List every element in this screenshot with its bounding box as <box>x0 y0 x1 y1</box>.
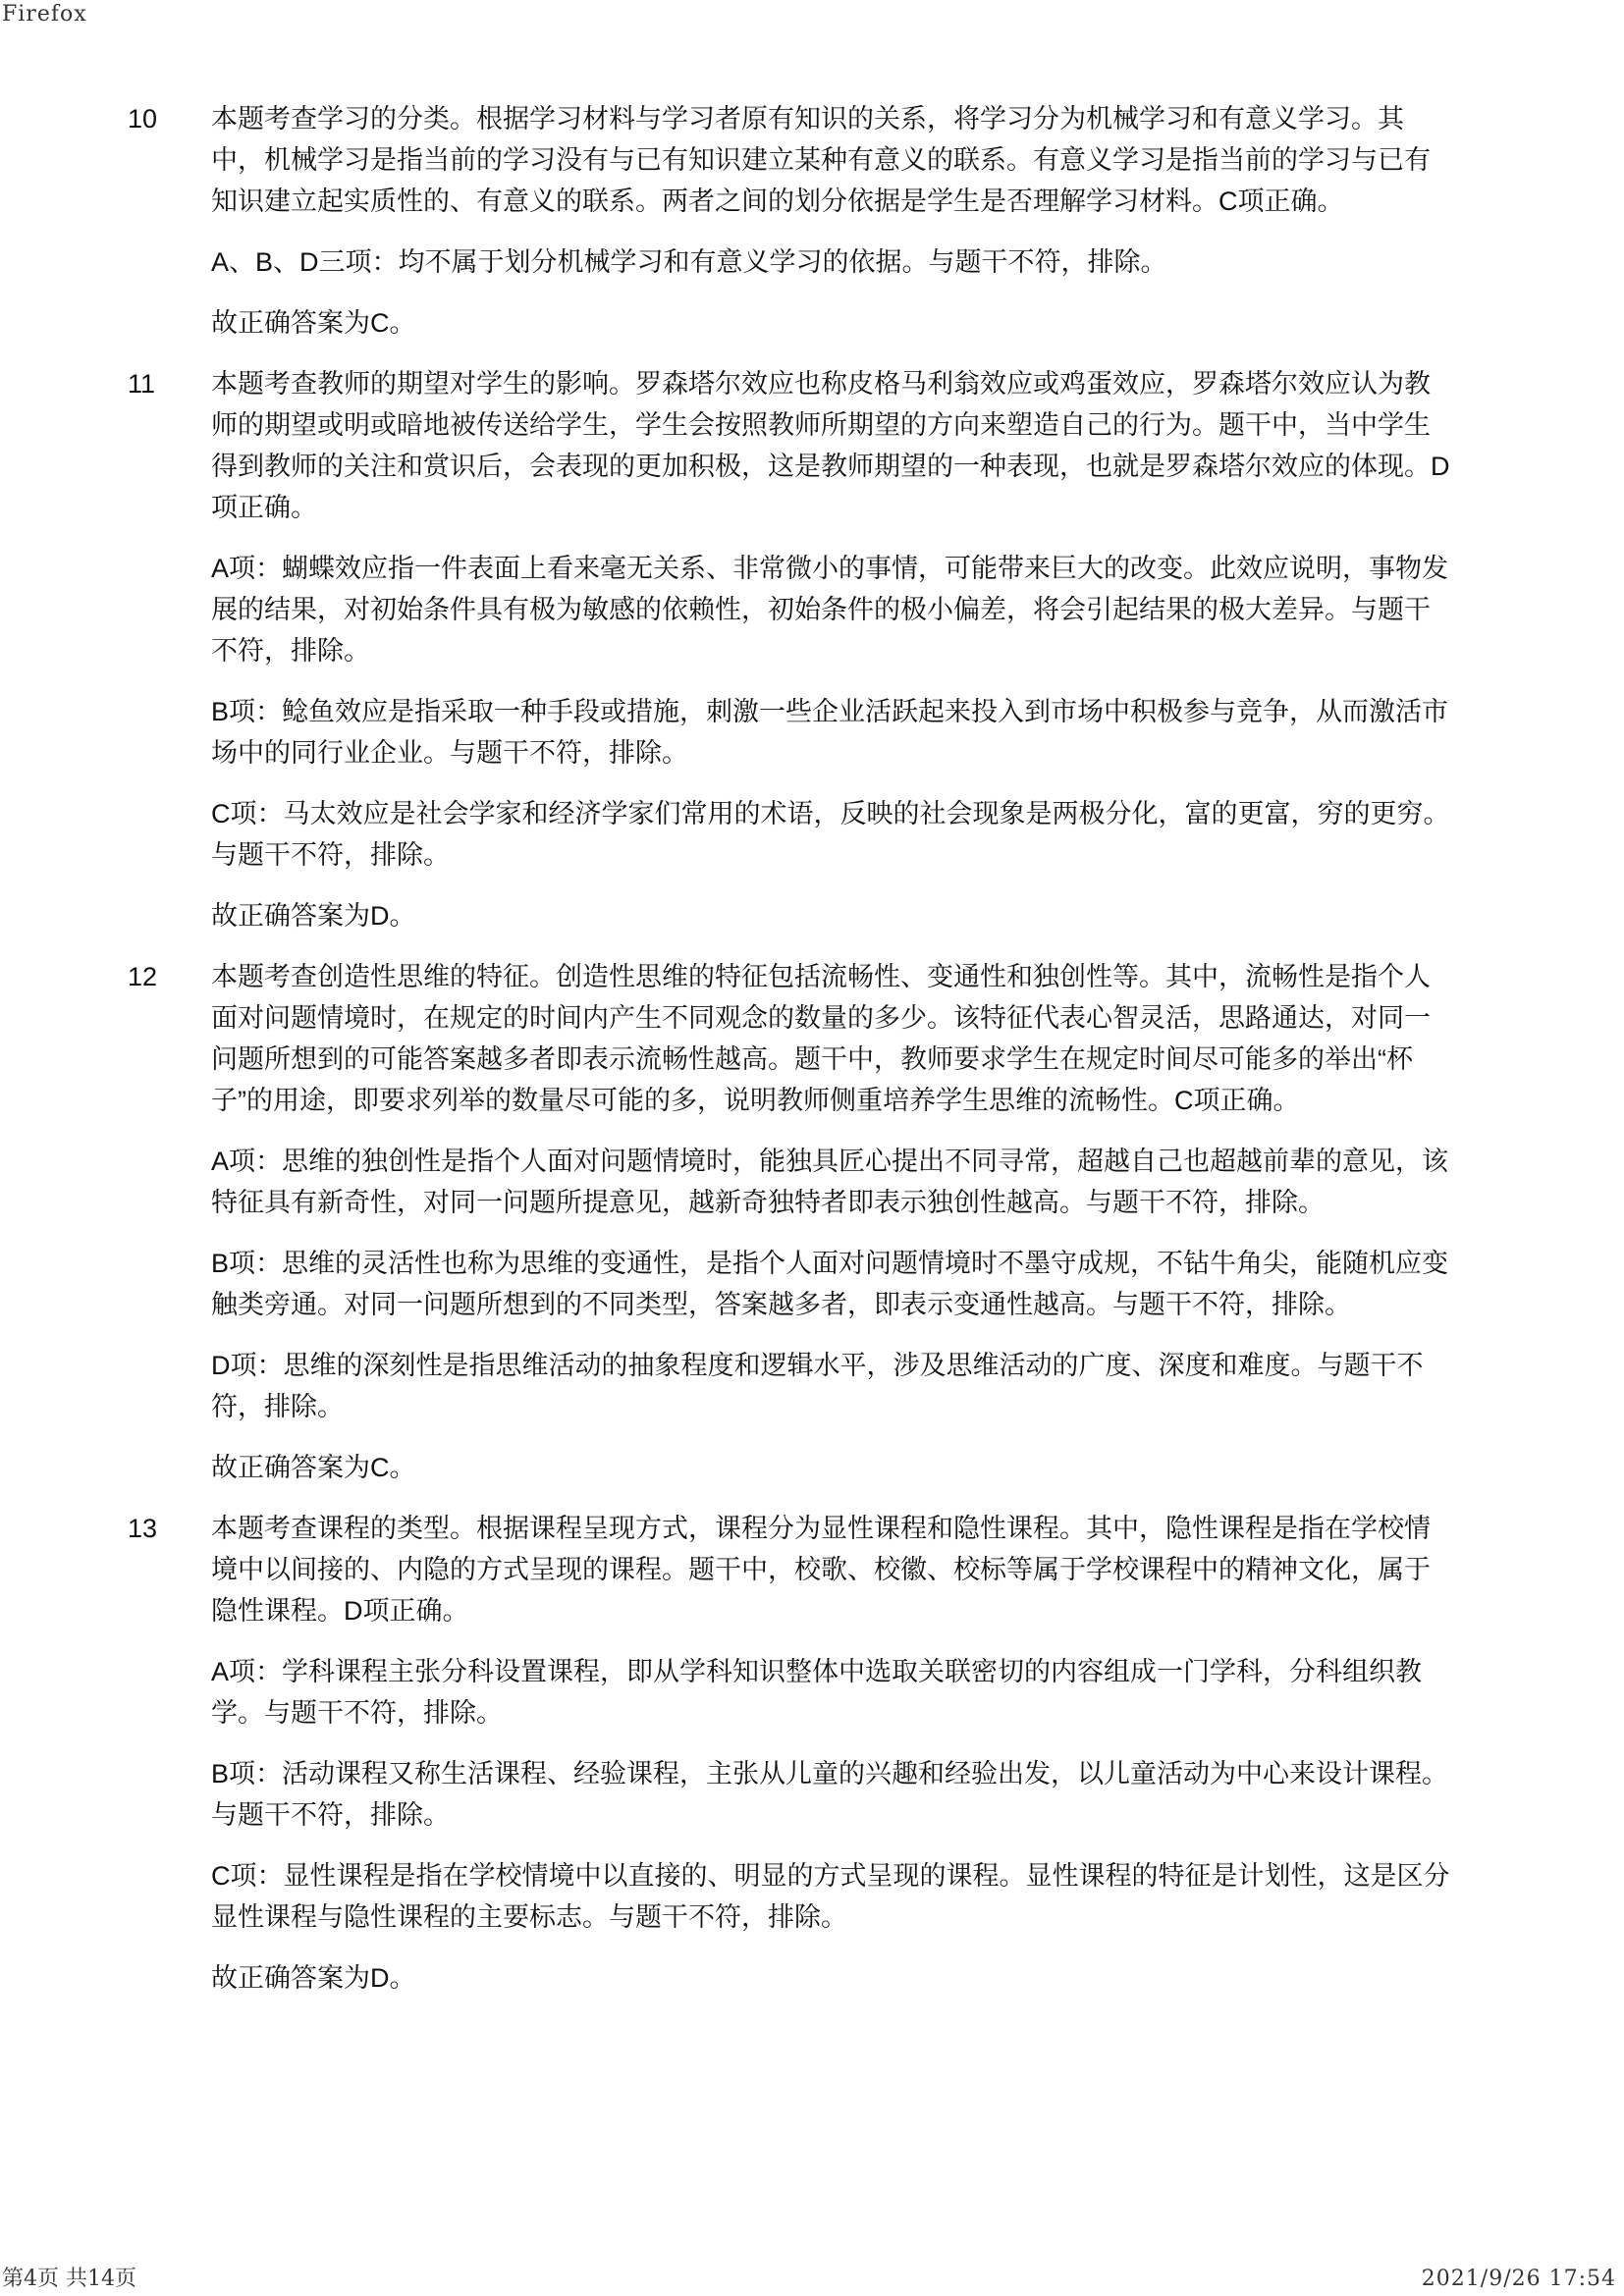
correct-answer: 故正确答案为C。 <box>211 1453 416 1482</box>
question-number: 12 <box>128 962 158 991</box>
option-analysis: A、B、D三项：均不属于划分机械学习和有意义学习的依据。与题干不符，排除。 <box>211 247 1167 277</box>
explanation-paragraph: 本题考查课程的类型。根据课程呈现方式，课程分为显性课程和隐性课程。其中，隐性课程是指在学校情境中以间接的、内隐的方式呈现的课程。题干中，校歌、校徽、校标等属于学校课程中的精神文化，属于隐性课程。D项正确。 <box>211 1514 1431 1626</box>
option-analysis: A项：思维的独创性是指个人面对问题情境时，能独具匠心提出不同寻常，超越自己也超越前辈的意见，该特征具有新奇性，对同一问题所提意见，越新奇独特者即表示独创性越高。与题干不符，排除。 <box>211 1147 1449 1217</box>
option-analysis: C项：显性课程是指在学校情境中以直接的、明显的方式呈现的课程。显性课程的特征是计划性，这是区分显性课程与隐性课程的主要标志。与题干不符，排除。 <box>211 1861 1450 1932</box>
option-analysis: A项：学科课程主张分科设置课程，即从学科知识整体中选取关联密切的内容组成一门学科，分科组织教学。与题干不符，排除。 <box>211 1657 1423 1728</box>
explanation-paragraph: 本题考查教师的期望对学生的影响。罗森塔尔效应也称皮格马利翁效应或鸡蛋效应，罗森塔尔效应认为教师的期望或明或暗地被传送给学生，学生会按照教师所期望的方向来塑造自己的行为。题干中，当中学生得到教师的关注和赏识后，会表现的更加积极，这是教师期望的一种表现，也就是罗森塔尔效应的体现。D项正确。 <box>211 369 1450 522</box>
question-number: 11 <box>128 369 156 399</box>
question-block <box>128 956 1453 1488</box>
option-analysis: D项：思维的深刻性是指思维活动的抽象程度和逻辑水平，涉及思维活动的广度、深度和难度。与题干不符，排除。 <box>211 1351 1424 1421</box>
question-number: 10 <box>128 104 158 133</box>
question-block <box>128 1508 1453 1999</box>
explanation-paragraph: 本题考查创造性思维的特征。创造性思维的特征包括流畅性、变通性和独创性等。其中，流畅性是指个人面对问题情境时，在规定的时间内产生不同观念的数量的多少。该特征代表心智灵活，思路通达，对同一问题所想到的可能答案越多者即表示流畅性越高。题干中，教师要求学生在规定时间尽可能多的举出“杯子”的用途，即要求列举的数量尽可能的多，说明教师侧重培养学生思维的流畅性。C项正确。 <box>211 962 1431 1115</box>
question-block <box>128 363 1453 936</box>
option-analysis: B项：鲶鱼效应是指采取一种手段或措施，刺激一些企业活跃起来投入到市场中积极参与竞争，从而激活市场中的同行业企业。与题干不符，排除。 <box>211 697 1449 768</box>
correct-answer: 故正确答案为D。 <box>211 901 416 931</box>
question-number: 13 <box>128 1514 158 1543</box>
option-analysis: B项：思维的灵活性也称为思维的变通性，是指个人面对问题情境时不墨守成规，不钻牛角尖，能随机应变触类旁通。对同一问题所想到的不同类型，答案越多者，即表示变通性越高。与题干不符，排除。 <box>211 1249 1449 1319</box>
option-analysis: A项：蝴蝶效应指一件表面上看来毫无关系、非常微小的事情，可能带来巨大的改变。此效应说明，事物发展的结果，对初始条件具有极为敏感的依赖性，初始条件的极小偏差，将会引起结果的极大差异。与题干不符，排除。 <box>211 554 1449 666</box>
correct-answer: 故正确答案为C。 <box>211 308 416 338</box>
browser-label: Firefox <box>2 2 87 27</box>
print-footer <box>0 2263 1624 2296</box>
option-analysis: C项：马太效应是社会学家和经济学家们常用的术语，反映的社会现象是两极分化，富的更富，穷的更穷。与题干不符，排除。 <box>211 799 1450 870</box>
option-analysis: B项：活动课程又称生活课程、经验课程，主张从儿童的兴趣和经验出发，以儿童活动为中心来设计课程。与题干不符，排除。 <box>211 1759 1449 1830</box>
print-timestamp: 2021/9/26 17:54 <box>1421 2267 1616 2291</box>
explanation-paragraph: 本题考查学习的分类。根据学习材料与学习者原有知识的关系，将学习分为机械学习和有意义学习。其中，机械学习是指当前的学习没有与已有知识建立某种有意义的联系。有意义学习是指当前的学习与已有知识建立起实质性的、有意义的联系。两者之间的划分依据是学生是否理解学习材料。C项正确。 <box>211 104 1431 216</box>
answer-explanations <box>128 98 1453 2018</box>
correct-answer: 故正确答案为D。 <box>211 1963 416 1993</box>
page-indicator: 第4页 共14页 <box>2 2267 136 2291</box>
question-block <box>128 98 1453 344</box>
